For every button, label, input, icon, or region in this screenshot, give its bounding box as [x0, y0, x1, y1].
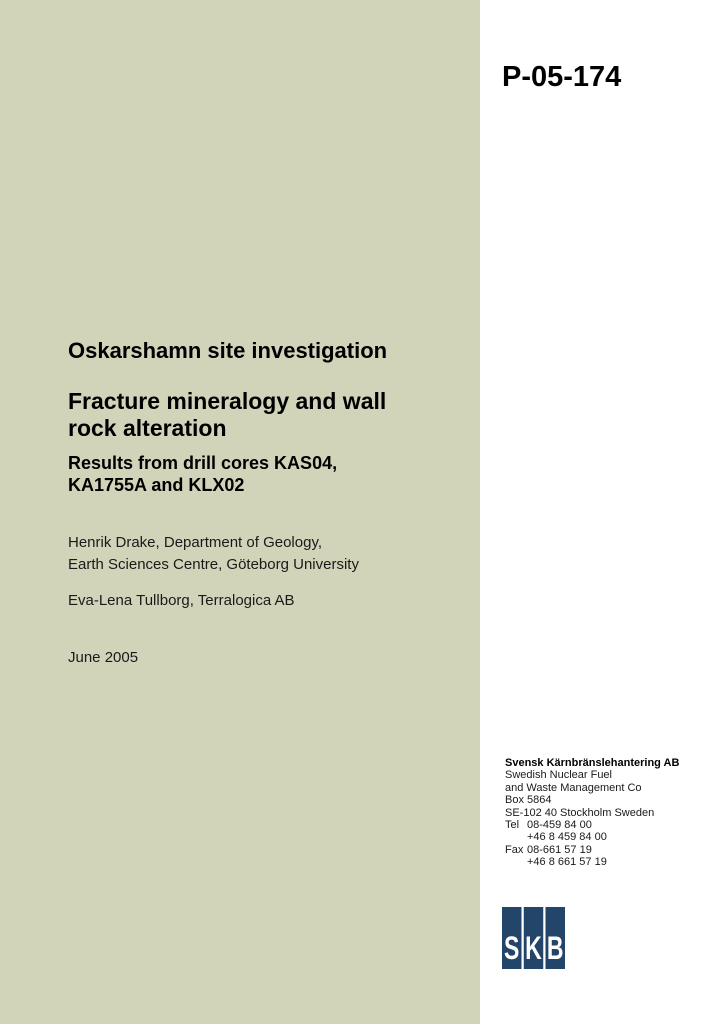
author-group-secondary: Eva-Lena Tullborg, Terralogica AB: [68, 592, 295, 609]
publisher-address-line: Swedish Nuclear Fuel: [505, 769, 612, 782]
publisher-address-line: Box 5864: [505, 794, 552, 807]
tel-row-international: [505, 831, 715, 843]
skb-logo-letter: S: [504, 930, 520, 966]
publisher-name: Svensk Kärnbränslehantering AB: [505, 757, 680, 769]
report-number: P-05-174: [502, 61, 622, 93]
publisher-address-line: SE-102 40 Stockholm Sweden: [505, 806, 655, 819]
skb-logo-letter: B: [546, 930, 564, 966]
author-line: Henrik Drake, Department of Geology,: [68, 534, 322, 551]
report-title: Fracture mineralogy and wall rock alteration: [68, 388, 387, 441]
report-subtitle: Results from drill cores KAS04, KA1755A and KLX02: [68, 453, 338, 495]
project-title: Oskarshamn site investigation: [68, 338, 388, 363]
tel-national: 08-459 84 00: [527, 819, 592, 832]
author-affiliation-line: Earth Sciences Centre, Göteborg University: [68, 556, 359, 573]
fax-label-spacer: [505, 856, 527, 868]
fax-row-international: [505, 856, 715, 868]
fax-national: 08-661 57 19: [527, 843, 592, 856]
tel-row: [505, 819, 715, 831]
skb-logo-letter: K: [525, 930, 542, 966]
publisher-address-line: and Waste Management Co: [505, 781, 642, 794]
fax-row: [505, 844, 715, 856]
report-date: June 2005: [68, 649, 139, 666]
skb-logo: [502, 907, 565, 969]
tel-label: Tel: [505, 819, 520, 832]
tel-label-spacer: [505, 831, 527, 843]
author-group-primary: [68, 532, 468, 576]
publisher-block: [505, 757, 715, 869]
fax-international: +46 8 661 57 19: [527, 856, 607, 869]
tel-international: +46 8 459 84 00: [527, 831, 607, 844]
fax-label: Fax: [505, 843, 524, 856]
